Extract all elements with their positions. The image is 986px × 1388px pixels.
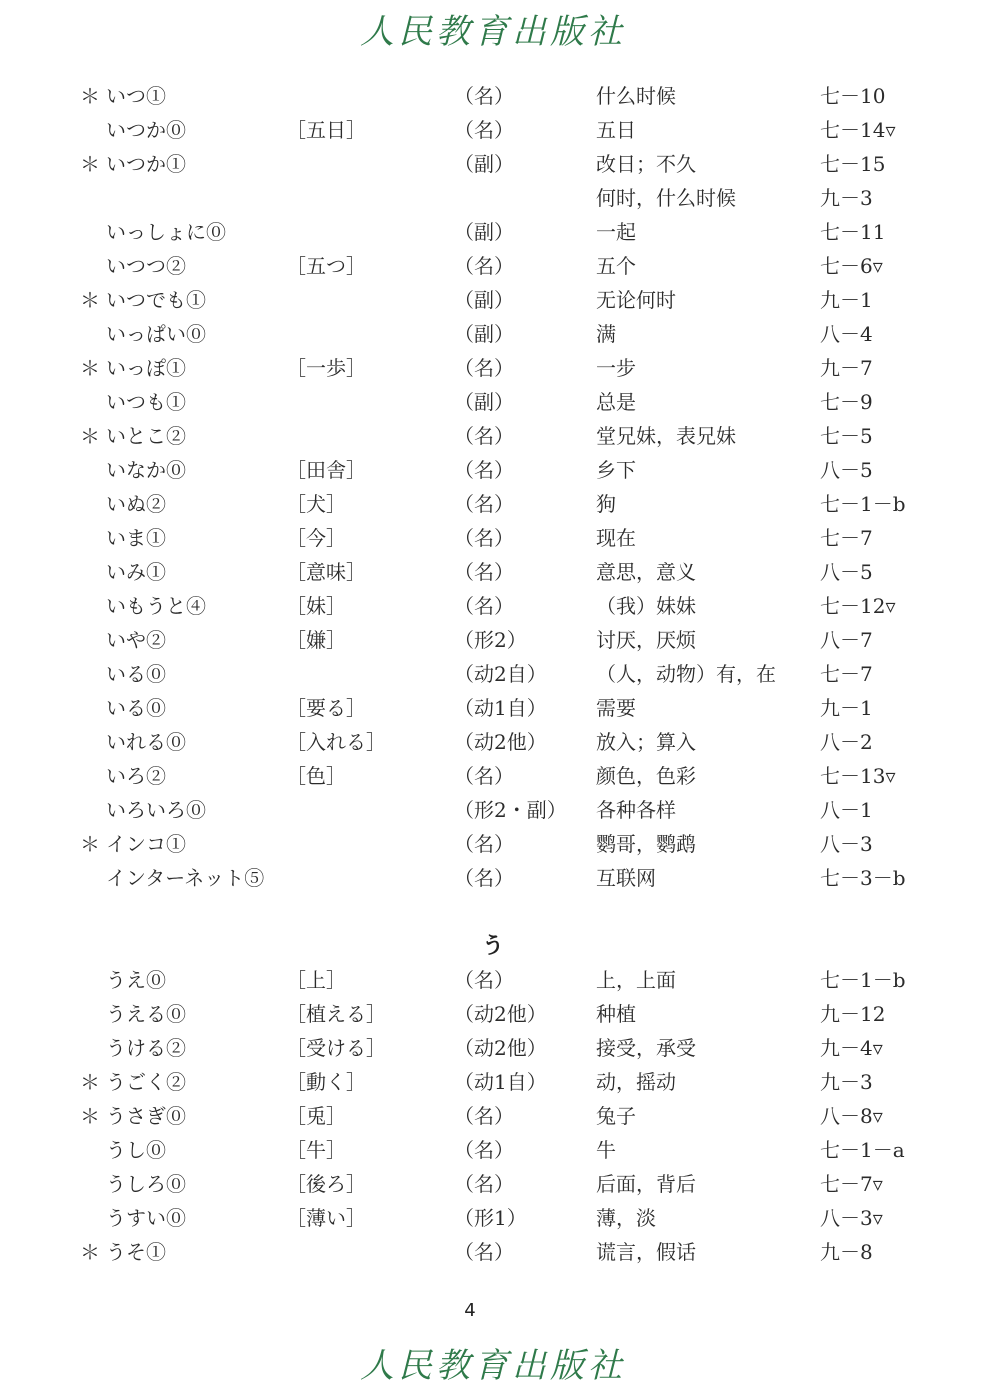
entry-word: いみ① (106, 560, 166, 584)
entry-ref: 七－7▿ (820, 1172, 883, 1196)
entry-meaning: 一步 (596, 356, 636, 380)
entry-meaning: 无论何时 (596, 288, 676, 312)
entry-pos: （动2自） (454, 662, 547, 686)
entry-ref: 九－4▿ (820, 1036, 883, 1060)
entry-kanji: ［嫌］ (286, 628, 346, 652)
entry-meaning: 总是 (596, 390, 636, 414)
entry-word: いつも① (106, 390, 186, 414)
vocab-entry-row (0, 1031, 986, 1065)
entry-meaning: 谎言，假话 (596, 1240, 696, 1264)
entry-meaning: 狗 (596, 492, 616, 516)
entry-pos: （形2） (454, 628, 527, 652)
entry-pos: （名） (454, 1104, 514, 1128)
entry-pos: （动1自） (454, 696, 547, 720)
entry-pos: （名） (454, 832, 514, 856)
entry-ref: 七－7 (820, 526, 873, 550)
entry-word: いぬ② (106, 492, 166, 516)
vocab-entry-row (0, 759, 986, 793)
entry-meaning: 五个 (596, 254, 636, 278)
entry-ref: 九－8 (820, 1240, 873, 1264)
vocab-entry-row (0, 691, 986, 725)
entry-ref: 九－7 (820, 356, 873, 380)
entry-star: ＊ (80, 424, 100, 448)
entry-meaning: 放入；算入 (596, 730, 696, 754)
entry-meaning: （我）妹妹 (596, 594, 696, 618)
entry-kanji: ［今］ (286, 526, 346, 550)
vocab-entry-row (0, 521, 986, 555)
entry-kanji: ［意味］ (286, 560, 366, 584)
entry-word: インコ① (106, 832, 186, 856)
entry-pos: （名） (454, 118, 514, 142)
vocab-entry-row (0, 351, 986, 385)
vocab-entry-row (0, 113, 986, 147)
vocab-entry-row (0, 555, 986, 589)
vocab-entry-row (0, 623, 986, 657)
entry-meaning: 需要 (596, 696, 636, 720)
entry-word: いっしょに⓪ (106, 220, 226, 244)
entry-kanji: ［植える］ (286, 1002, 386, 1026)
entry-ref: 九－3 (820, 186, 873, 210)
vocab-entry-row (0, 453, 986, 487)
entry-word: いま① (106, 526, 166, 550)
entry-ref: 八－7 (820, 628, 873, 652)
entry-pos: （名） (454, 424, 514, 448)
entry-ref: 七－13▿ (820, 764, 896, 788)
entry-ref: 七－14▿ (820, 118, 896, 142)
entry-meaning: 后面，背后 (596, 1172, 696, 1196)
vocab-entry-row (0, 385, 986, 419)
entry-kanji: ［犬］ (286, 492, 346, 516)
entry-meaning: 种植 (596, 1002, 636, 1026)
vocab-entry-row (0, 147, 986, 181)
entry-ref: 七－1－a (820, 1138, 905, 1162)
entry-ref: 七－10 (820, 84, 886, 108)
entry-word: インターネット⑤ (106, 866, 265, 890)
entry-ref: 九－1 (820, 696, 873, 720)
entry-kanji: ［薄い］ (286, 1206, 366, 1230)
entry-kanji: ［色］ (286, 764, 346, 788)
entry-ref: 七－6▿ (820, 254, 883, 278)
entry-pos: （名） (454, 1138, 514, 1162)
section-heading: う (481, 934, 504, 959)
vocab-entry-row (0, 657, 986, 691)
entry-star: ＊ (80, 1240, 100, 1264)
vocab-entry-row (0, 249, 986, 283)
entry-pos: （副） (454, 390, 514, 414)
entry-pos: （名） (454, 458, 514, 482)
entry-word: いつでも① (106, 288, 206, 312)
entry-star: ＊ (80, 84, 100, 108)
vocab-entry-row (0, 793, 986, 827)
entry-kanji: ［要る］ (286, 696, 366, 720)
entry-ref: 八－1 (820, 798, 873, 822)
entry-pos: （名） (454, 1172, 514, 1196)
entry-ref: 七－1－b (820, 968, 906, 992)
entry-meaning: 上，上面 (596, 968, 676, 992)
entry-pos: （名） (454, 84, 514, 108)
entry-kanji: ［受ける］ (286, 1036, 386, 1060)
entry-meaning: （人，动物）有，在 (596, 662, 776, 686)
entry-word: いる⓪ (106, 696, 166, 720)
entry-pos: （形1） (454, 1206, 527, 1230)
entry-pos: （副） (454, 220, 514, 244)
entry-star: ＊ (80, 1070, 100, 1094)
entry-pos: （副） (454, 322, 514, 346)
vocab-entry-row (0, 589, 986, 623)
entry-word: うえ⓪ (106, 968, 166, 992)
entry-word: いつつ② (106, 254, 186, 278)
entry-meaning: 兔子 (596, 1104, 636, 1128)
vocab-entry-row (0, 861, 986, 895)
vocab-entry-row (0, 419, 986, 453)
entry-meaning: 动，摇动 (596, 1070, 676, 1094)
entry-kanji: ［田舎］ (286, 458, 366, 482)
entry-pos: （名） (454, 254, 514, 278)
entry-ref: 八－5 (820, 458, 873, 482)
entry-pos: （动2他） (454, 730, 547, 754)
entry-meaning: 颜色，色彩 (596, 764, 696, 788)
entry-kanji: ［上］ (286, 968, 346, 992)
entry-word: うごく② (106, 1070, 186, 1094)
entry-word: いっぽ① (106, 356, 186, 380)
entry-word: いる⓪ (106, 662, 166, 686)
entry-meaning: 堂兄妹，表兄妹 (596, 424, 736, 448)
vocab-entry-row (0, 1201, 986, 1235)
entry-word: うしろ⓪ (106, 1172, 186, 1196)
entry-meaning: 各种各样 (596, 798, 676, 822)
vocab-entry-row (0, 1065, 986, 1099)
entry-kanji: ［五日］ (286, 118, 366, 142)
entry-word: いや② (106, 628, 166, 652)
vocab-entry-row (0, 1133, 986, 1167)
entry-word: いつか⓪ (106, 118, 186, 142)
entry-meaning: 互联网 (596, 866, 656, 890)
entry-pos: （名） (454, 968, 514, 992)
entry-word: うし⓪ (106, 1138, 166, 1162)
entry-ref: 八－2 (820, 730, 873, 754)
vocab-entry-row (0, 79, 986, 113)
entry-word: いれる⓪ (106, 730, 186, 754)
entry-pos: （名） (454, 526, 514, 550)
entry-word: いもうと④ (106, 594, 206, 618)
entry-pos: （名） (454, 560, 514, 584)
publisher-logo-top: 人民教育出版社 (360, 12, 626, 52)
entry-pos: （名） (454, 1240, 514, 1264)
entry-star: ＊ (80, 356, 100, 380)
entry-meaning: 薄，淡 (596, 1206, 656, 1230)
entry-meaning: 讨厌，厌烦 (596, 628, 696, 652)
vocab-entry-row (0, 487, 986, 521)
entry-ref: 七－3－b (820, 866, 906, 890)
entry-meaning: 满 (596, 322, 616, 346)
vocab-entry-row (0, 827, 986, 861)
entry-ref: 九－3 (820, 1070, 873, 1094)
entry-pos: （动2他） (454, 1002, 547, 1026)
entry-pos: （动2他） (454, 1036, 547, 1060)
entry-meaning: 牛 (596, 1138, 616, 1162)
entry-word: うそ① (106, 1240, 166, 1264)
entry-pos: （形2・副） (454, 798, 567, 822)
entry-kanji: ［動く］ (286, 1070, 366, 1094)
entry-meaning: 何时，什么时候 (596, 186, 736, 210)
entry-star: ＊ (80, 152, 100, 176)
entry-kanji: ［五つ］ (286, 254, 366, 278)
entry-ref: 七－12▿ (820, 594, 896, 618)
entry-meaning: 乡下 (596, 458, 636, 482)
entry-meaning: 改日；不久 (596, 152, 696, 176)
entry-word: いとこ② (106, 424, 186, 448)
entry-ref: 八－5 (820, 560, 873, 584)
entry-word: いつか① (106, 152, 186, 176)
entry-ref: 八－3▿ (820, 1206, 883, 1230)
entry-word: いろ② (106, 764, 166, 788)
entry-word: いろいろ⓪ (106, 798, 206, 822)
entry-kanji: ［兎］ (286, 1104, 346, 1128)
entry-kanji: ［一歩］ (286, 356, 366, 380)
vocab-entry-row (0, 1099, 986, 1133)
publisher-logo-bottom: 人民教育出版社 (360, 1346, 626, 1386)
entry-pos: （名） (454, 764, 514, 788)
entry-pos: （副） (454, 152, 514, 176)
entry-ref: 七－7 (820, 662, 873, 686)
entry-star: ＊ (80, 832, 100, 856)
entry-kanji: ［牛］ (286, 1138, 346, 1162)
entry-ref: 七－11 (820, 220, 886, 244)
entry-kanji: ［妹］ (286, 594, 346, 618)
entry-pos: （动1自） (454, 1070, 547, 1094)
entry-meaning: 五日 (596, 118, 636, 142)
entry-ref: 七－15 (820, 152, 886, 176)
entry-ref: 八－8▿ (820, 1104, 883, 1128)
entry-pos: （副） (454, 288, 514, 312)
vocab-entry-row (0, 1167, 986, 1201)
entry-meaning: 什么时候 (596, 84, 676, 108)
vocab-entry-row (0, 1235, 986, 1269)
entry-kanji: ［入れる］ (286, 730, 386, 754)
entry-ref: 九－1 (820, 288, 873, 312)
entry-star: ＊ (80, 288, 100, 312)
entry-meaning: 一起 (596, 220, 636, 244)
entry-word: いつ① (106, 84, 166, 108)
entry-pos: （名） (454, 866, 514, 890)
entry-meaning: 现在 (596, 526, 636, 550)
vocab-entry-row (0, 215, 986, 249)
entry-meaning: 接受，承受 (596, 1036, 696, 1060)
entry-ref: 七－1－b (820, 492, 906, 516)
entry-pos: （名） (454, 594, 514, 618)
entry-ref: 九－12 (820, 1002, 886, 1026)
entry-meaning: 意思，意义 (596, 560, 696, 584)
entry-ref: 七－5 (820, 424, 873, 448)
entry-word: うける② (106, 1036, 186, 1060)
entry-meaning: 鹦哥，鹦鹉 (596, 832, 696, 856)
entry-word: うさぎ⓪ (106, 1104, 186, 1128)
vocab-entry-row (0, 963, 986, 997)
entry-word: いなか⓪ (106, 458, 186, 482)
vocab-entry-row (0, 997, 986, 1031)
entry-word: うすい⓪ (106, 1206, 186, 1230)
entry-pos: （名） (454, 356, 514, 380)
entry-kanji: ［後ろ］ (286, 1172, 366, 1196)
entry-ref: 八－4 (820, 322, 873, 346)
entry-word: いっぱい⓪ (106, 322, 206, 346)
vocab-entry-row (0, 181, 986, 215)
entry-word: うえる⓪ (106, 1002, 186, 1026)
vocab-entry-row (0, 283, 986, 317)
entry-star: ＊ (80, 1104, 100, 1128)
entry-ref: 七－9 (820, 390, 873, 414)
page-number: 4 (464, 1300, 476, 1321)
vocab-entry-row (0, 317, 986, 351)
entry-ref: 八－3 (820, 832, 873, 856)
entry-pos: （名） (454, 492, 514, 516)
vocab-entry-row (0, 725, 986, 759)
